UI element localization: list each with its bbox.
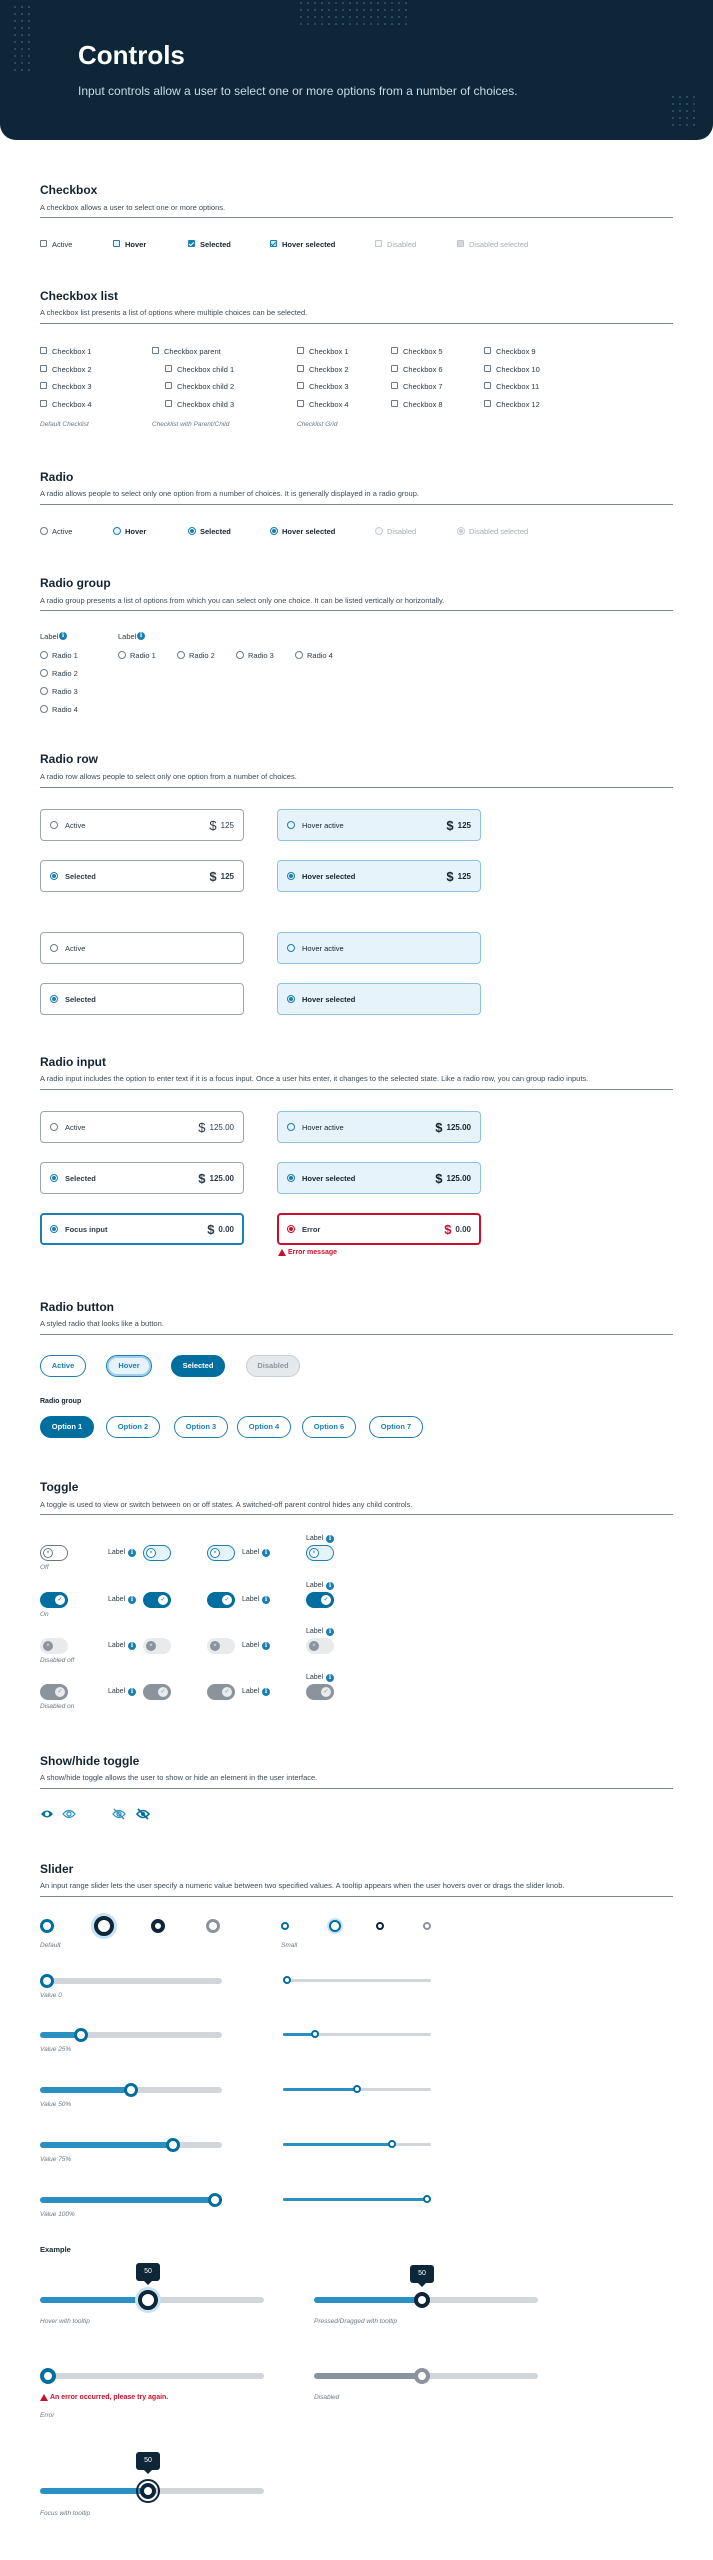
- error-message: An error occurred, please try again.: [50, 2394, 169, 2401]
- toggle: ×: [207, 1638, 235, 1654]
- slider-tooltip: 50: [410, 2265, 434, 2283]
- toggle: ✓: [40, 1684, 68, 1700]
- radio-row-selected-noamount[interactable]: Selected: [40, 983, 244, 1015]
- radio-label: Hover: [125, 527, 147, 536]
- hero-banner: [0, 0, 713, 140]
- checkbox-label: Checkbox child 3: [177, 400, 235, 409]
- checkbox-parent[interactable]: [152, 347, 159, 354]
- caption: Value 25%: [40, 2046, 72, 2053]
- caption: Disabled off: [40, 1657, 75, 1664]
- slider-tooltip: 50: [136, 2263, 160, 2281]
- toggle: ✓: [143, 1684, 171, 1700]
- checkbox-label: Checkbox 2: [309, 365, 349, 374]
- eye-off-icon[interactable]: [136, 1808, 150, 1820]
- radio-label: Hover selected: [282, 527, 336, 536]
- caption: Value 75%: [40, 2156, 72, 2163]
- toggle-label: Label: [108, 1596, 126, 1603]
- radio-label: Selected: [200, 527, 231, 536]
- radio-disabled-selected: [457, 527, 465, 535]
- toggle-label: Label: [108, 1642, 126, 1649]
- checkbox[interactable]: [297, 365, 304, 372]
- info-icon[interactable]: i: [326, 1535, 334, 1543]
- radio-button-option[interactable]: Option 7: [369, 1416, 423, 1438]
- slider-knob-disabled: [206, 1919, 220, 1933]
- toggle-label: Label: [242, 1596, 260, 1603]
- checkbox-label: Checkbox 3: [309, 382, 349, 391]
- checkbox-label: Selected: [200, 240, 231, 249]
- checkbox-label: Checkbox 11: [496, 382, 540, 391]
- info-icon[interactable]: i: [326, 1582, 334, 1590]
- eye-off-outline-icon[interactable]: [112, 1808, 126, 1820]
- toggle: ×: [40, 1638, 68, 1654]
- divider: [40, 1334, 673, 1335]
- checkbox-label: Checkbox 1: [52, 347, 92, 356]
- checkbox[interactable]: [40, 347, 47, 354]
- toggle-label: Label: [242, 1642, 260, 1649]
- checkbox[interactable]: [484, 400, 491, 407]
- toggle[interactable]: ×: [143, 1545, 171, 1561]
- radio-label: Disabled selected: [469, 527, 529, 536]
- checkbox-label: Disabled: [387, 240, 417, 249]
- checkbox[interactable]: [391, 347, 398, 354]
- divider: [40, 1896, 673, 1897]
- toggle[interactable]: ×: [306, 1545, 334, 1561]
- divider: [40, 1089, 673, 1090]
- checkbox-child[interactable]: [165, 382, 172, 389]
- checkbox-label: Disabled selected: [469, 240, 529, 249]
- divider: [40, 787, 673, 788]
- radio-group-title: Radio group: [40, 576, 111, 590]
- checkbox-label: Checkbox 10: [496, 365, 540, 374]
- radio[interactable]: [177, 651, 185, 659]
- caption: Value 0: [40, 1992, 62, 1999]
- toggle-label: Label: [306, 1582, 324, 1589]
- dot-pattern: [14, 6, 30, 71]
- radio-hover[interactable]: [113, 527, 121, 535]
- radio-row-active[interactable]: Active $ 125: [40, 809, 244, 841]
- toggle[interactable]: ×: [207, 1545, 235, 1561]
- checkbox-disabled-selected: [457, 240, 464, 247]
- toggle-label: Label: [108, 1688, 126, 1695]
- showhide-title: Show/hide toggle: [40, 1754, 140, 1768]
- slider-knob-pressed[interactable]: [151, 1919, 165, 1933]
- toggle[interactable]: ✓: [40, 1592, 68, 1608]
- checkbox-label: Checkbox 4: [309, 400, 349, 409]
- radio-button-option[interactable]: Option 4: [237, 1416, 291, 1438]
- slider-track[interactable]: [40, 2142, 222, 2148]
- checkbox-list-title: Checkbox list: [40, 289, 119, 303]
- radio[interactable]: [40, 687, 48, 695]
- radio-input-hover-selected[interactable]: Hover selected $ 125.00: [277, 1162, 481, 1194]
- caption: Error: [40, 2412, 55, 2419]
- info-icon[interactable]: i: [128, 1688, 136, 1696]
- caption: Default: [40, 1942, 61, 1949]
- info-icon[interactable]: i: [262, 1549, 270, 1557]
- checkbox[interactable]: [297, 400, 304, 407]
- info-icon[interactable]: i: [326, 1628, 334, 1636]
- caption: Pressed/Dragged with tooltip: [314, 2318, 398, 2325]
- radio-label: Radio 1: [52, 651, 78, 660]
- slider-tooltip: 50: [136, 2452, 160, 2470]
- divider: [40, 323, 673, 324]
- radio-button-active[interactable]: Active: [40, 1355, 86, 1377]
- checkbox-label: Checkbox 4: [52, 400, 92, 409]
- radio-input-selected[interactable]: Selected $ 125.00: [40, 1162, 244, 1194]
- radio-label: Radio 4: [307, 651, 333, 660]
- radio-input-active[interactable]: Active $ 125.00: [40, 1111, 244, 1143]
- radio[interactable]: [40, 705, 48, 713]
- slider-knob-small[interactable]: [311, 2030, 319, 2038]
- slider-knob-small-hover[interactable]: [329, 1920, 341, 1932]
- slider-track-small[interactable]: [283, 2143, 431, 2146]
- checkbox[interactable]: [297, 382, 304, 389]
- checkbox[interactable]: [391, 382, 398, 389]
- slider-knob[interactable]: [414, 2292, 430, 2308]
- checkbox-child[interactable]: [165, 400, 172, 407]
- info-icon[interactable]: i: [262, 1596, 270, 1604]
- checkbox-label: Checkbox 7: [403, 382, 443, 391]
- radio-group-label: Label: [40, 632, 59, 641]
- checkbox-desc: A checkbox allows a user to select one or more options.: [40, 203, 226, 212]
- caption: Disabled: [314, 2394, 340, 2401]
- info-icon[interactable]: i: [262, 1688, 270, 1696]
- info-icon[interactable]: i: [128, 1596, 136, 1604]
- checkbox-label: Checkbox 8: [403, 400, 443, 409]
- checkbox[interactable]: [391, 400, 398, 407]
- caption: Disabled on: [40, 1703, 75, 1710]
- slider-knob-small[interactable]: [281, 1922, 289, 1930]
- warning-icon: [278, 1249, 286, 1256]
- checkbox-label: Checkbox parent: [164, 347, 221, 356]
- info-icon[interactable]: i: [128, 1642, 136, 1650]
- radio-row-desc: A radio row allows people to select only one option from a number of choices.: [40, 772, 297, 781]
- radio-active[interactable]: [40, 527, 48, 535]
- radio-button-selected[interactable]: Selected: [171, 1355, 225, 1377]
- checkbox-child[interactable]: [165, 365, 172, 372]
- checkbox[interactable]: [484, 365, 491, 372]
- radio-input-desc: A radio input includes the option to enter text if it is a focus input. Once a user hits enter, it changes to the selected state. Like a radio row, you can group radio inputs.: [40, 1074, 589, 1083]
- toggle: ×: [143, 1638, 171, 1654]
- slider-knob-small[interactable]: [283, 1976, 291, 1984]
- toggle: ×: [306, 1638, 334, 1654]
- radio-input-error[interactable]: Error $ 0.00: [277, 1213, 481, 1245]
- slider-track-small[interactable]: [283, 1979, 431, 1982]
- slider-knob[interactable]: [208, 2193, 222, 2207]
- checkbox-label: Checkbox 12: [496, 400, 540, 409]
- slider-track-small[interactable]: [283, 2198, 431, 2201]
- checkbox[interactable]: [297, 347, 304, 354]
- caption: Hover with tooltip: [40, 2318, 90, 2325]
- radio-title: Radio: [40, 470, 74, 484]
- slider-knob[interactable]: [74, 2028, 88, 2042]
- slider-knob[interactable]: [40, 1974, 54, 1988]
- checkbox[interactable]: [391, 365, 398, 372]
- caption: On: [40, 1611, 49, 1618]
- checkbox-list-desc: A checkbox list presents a list of options where multiple choices can be selected.: [40, 308, 308, 317]
- radio-button-option[interactable]: Option 2: [106, 1416, 160, 1438]
- caption: Value 100%: [40, 2211, 75, 2218]
- slider-desc: An input range slider lets the user specify a numeric value between two specified values. A tooltip appears when the user hovers over or drags the slider knob.: [40, 1881, 565, 1890]
- checkbox[interactable]: [40, 382, 47, 389]
- checkbox-disabled: [375, 240, 382, 247]
- radio-label: Radio 2: [52, 669, 78, 678]
- divider: [40, 1514, 673, 1515]
- radio-hover-selected[interactable]: [270, 527, 278, 535]
- slider-knob-small[interactable]: [353, 2085, 361, 2093]
- info-icon[interactable]: i: [262, 1642, 270, 1650]
- checkbox-label: Hover selected: [282, 240, 336, 249]
- radio-row-hover-selected-noamount[interactable]: Hover selected: [277, 983, 481, 1015]
- checkbox[interactable]: [484, 382, 491, 389]
- radio[interactable]: [40, 651, 48, 659]
- info-icon[interactable]: i: [137, 632, 145, 640]
- toggle[interactable]: ✓: [306, 1592, 334, 1608]
- showhide-desc: A show/hide toggle allows the user to show or hide an element in the user interface.: [40, 1773, 318, 1782]
- checkbox-label: Checkbox 1: [309, 347, 349, 356]
- slider-knob[interactable]: [138, 2290, 158, 2310]
- radio-button-option[interactable]: Option 6: [302, 1416, 356, 1438]
- divider: [40, 1788, 673, 1789]
- checkbox-selected[interactable]: [188, 240, 195, 247]
- radio-button-option[interactable]: Option 3: [174, 1416, 228, 1438]
- toggle-label: Label: [306, 1628, 324, 1635]
- radio-group-label: Label: [118, 632, 137, 641]
- slider-knob-small-pressed[interactable]: [376, 1922, 384, 1930]
- warning-icon: [40, 2394, 48, 2401]
- toggle-desc: A toggle is used to view or switch between on or off states. A switched-off parent control hides any child controls.: [40, 1500, 413, 1509]
- checkbox[interactable]: [484, 347, 491, 354]
- slider-knob[interactable]: [124, 2083, 138, 2097]
- toggle-label: Label: [242, 1688, 260, 1695]
- checkbox-label: Checkbox child 2: [177, 382, 235, 391]
- toggle[interactable]: ×: [40, 1545, 68, 1561]
- radio-label: Radio 2: [189, 651, 215, 660]
- toggle-label: Label: [108, 1549, 126, 1556]
- slider-knob-small[interactable]: [388, 2140, 396, 2148]
- radio-row-title: Radio row: [40, 752, 99, 766]
- checkbox-label: Checkbox 5: [403, 347, 443, 356]
- dot-pattern: [672, 96, 695, 126]
- toggle-label: Label: [306, 1674, 324, 1681]
- toggle[interactable]: ✓: [207, 1592, 235, 1608]
- toggle: ✓: [207, 1684, 235, 1700]
- radio-input-hover-active[interactable]: Hover active $ 125.00: [277, 1111, 481, 1143]
- slider-track[interactable]: [40, 2373, 264, 2379]
- info-icon[interactable]: i: [128, 1549, 136, 1557]
- caption: Off: [40, 1564, 49, 1571]
- slider-track-small[interactable]: [283, 2033, 431, 2036]
- checkbox[interactable]: [40, 400, 47, 407]
- caption: Small: [281, 1942, 298, 1949]
- radio-button-disabled: Disabled: [246, 1355, 300, 1377]
- checkbox-hover[interactable]: [113, 240, 120, 247]
- caption: Value 50%: [40, 2101, 72, 2108]
- radio-button-option[interactable]: Option 1: [40, 1416, 94, 1438]
- slider-title: Slider: [40, 1862, 74, 1876]
- radio[interactable]: [236, 651, 244, 659]
- slider-knob[interactable]: [166, 2138, 180, 2152]
- info-icon[interactable]: i: [326, 1674, 334, 1682]
- radio-group-desc: A radio group presents a list of options from which you can select only one choice. It can be listed vertically or horizontally.: [40, 596, 445, 605]
- example-label: Example: [40, 2245, 71, 2254]
- toggle: ✓: [306, 1684, 334, 1700]
- slider-knob-small-disabled: [423, 1922, 431, 1930]
- slider-track[interactable]: [40, 2032, 222, 2038]
- checkbox-hover-selected[interactable]: [270, 240, 277, 247]
- radio-input-focus[interactable]: Focus input $ 0.00: [40, 1213, 244, 1245]
- checkbox-active[interactable]: [40, 240, 47, 247]
- radio-input-title: Radio input: [40, 1055, 106, 1069]
- checkbox-label: Checkbox 3: [52, 382, 92, 391]
- radio-label: Radio 3: [248, 651, 274, 660]
- caption: Focus with tooltip: [40, 2510, 91, 2517]
- radio-row-hover-active-noamount[interactable]: Hover active: [277, 932, 481, 964]
- slider-knob[interactable]: [40, 2368, 56, 2384]
- radio-button-desc: A styled radio that looks like a button.: [40, 1319, 164, 1328]
- checkbox-label: Active: [52, 240, 73, 249]
- toggle-label: Label: [306, 1535, 324, 1542]
- toggle-label: Label: [242, 1549, 260, 1556]
- checkbox-label: Checkbox child 1: [177, 365, 235, 374]
- radio-row-active-noamount[interactable]: Active: [40, 932, 244, 964]
- slider-knob[interactable]: [140, 2483, 156, 2499]
- radio-label: Radio 1: [130, 651, 156, 660]
- error-message: Error message: [288, 1249, 338, 1256]
- divider: [40, 610, 673, 611]
- info-icon[interactable]: i: [59, 632, 67, 640]
- radio-label: Disabled: [387, 527, 417, 536]
- radio-selected[interactable]: [188, 527, 196, 535]
- radio-label: Active: [52, 527, 73, 536]
- checkbox[interactable]: [40, 365, 47, 372]
- radio-label: Radio 4: [52, 705, 78, 714]
- eye-icon[interactable]: [40, 1808, 54, 1820]
- checkbox-title: Checkbox: [40, 183, 98, 197]
- radio-label: Radio 3: [52, 687, 78, 696]
- toggle-title: Toggle: [40, 1480, 79, 1494]
- checkbox-label: Checkbox 9: [496, 347, 536, 356]
- radio-group-label: Radio group: [40, 1398, 82, 1405]
- checkbox-label: Hover: [125, 240, 147, 249]
- radio-row-selected[interactable]: Selected $ 125: [40, 860, 244, 892]
- radio[interactable]: [40, 669, 48, 677]
- slider-track[interactable]: [40, 2197, 222, 2203]
- page-title: Controls: [78, 40, 185, 70]
- slider-knob-small[interactable]: [423, 2195, 431, 2203]
- caption: Checklist Grid: [297, 421, 338, 428]
- page-subtitle: Input controls allow a user to select one or more options from a number of choices.: [78, 84, 518, 98]
- radio-button-hover[interactable]: Hover: [106, 1355, 152, 1377]
- radio-row-hover-selected[interactable]: Hover selected $ 125: [277, 860, 481, 892]
- radio-button-title: Radio button: [40, 1300, 114, 1314]
- checkbox-label: Checkbox 2: [52, 365, 92, 374]
- slider-knob-hover[interactable]: [94, 1916, 114, 1936]
- slider-knob-default[interactable]: [40, 1919, 54, 1933]
- radio-row-hover-active[interactable]: Hover active $ 125: [277, 809, 481, 841]
- toggle[interactable]: ✓: [143, 1592, 171, 1608]
- radio[interactable]: [295, 651, 303, 659]
- dot-pattern: [300, 2, 407, 25]
- radio[interactable]: [118, 651, 126, 659]
- divider: [40, 217, 673, 218]
- divider: [40, 504, 673, 505]
- radio-disabled: [375, 527, 383, 535]
- caption: Checklist with Parent/Child: [152, 421, 230, 428]
- checkbox-label: Checkbox 6: [403, 365, 443, 374]
- eye-outline-icon[interactable]: [62, 1808, 76, 1820]
- radio-desc: A radio allows people to select only one option from a number of choices. It is generally displayed in a radio group.: [40, 489, 419, 498]
- caption: Default Checklist: [40, 421, 89, 428]
- slider-track[interactable]: [40, 1978, 222, 1984]
- slider-knob: [414, 2368, 430, 2384]
